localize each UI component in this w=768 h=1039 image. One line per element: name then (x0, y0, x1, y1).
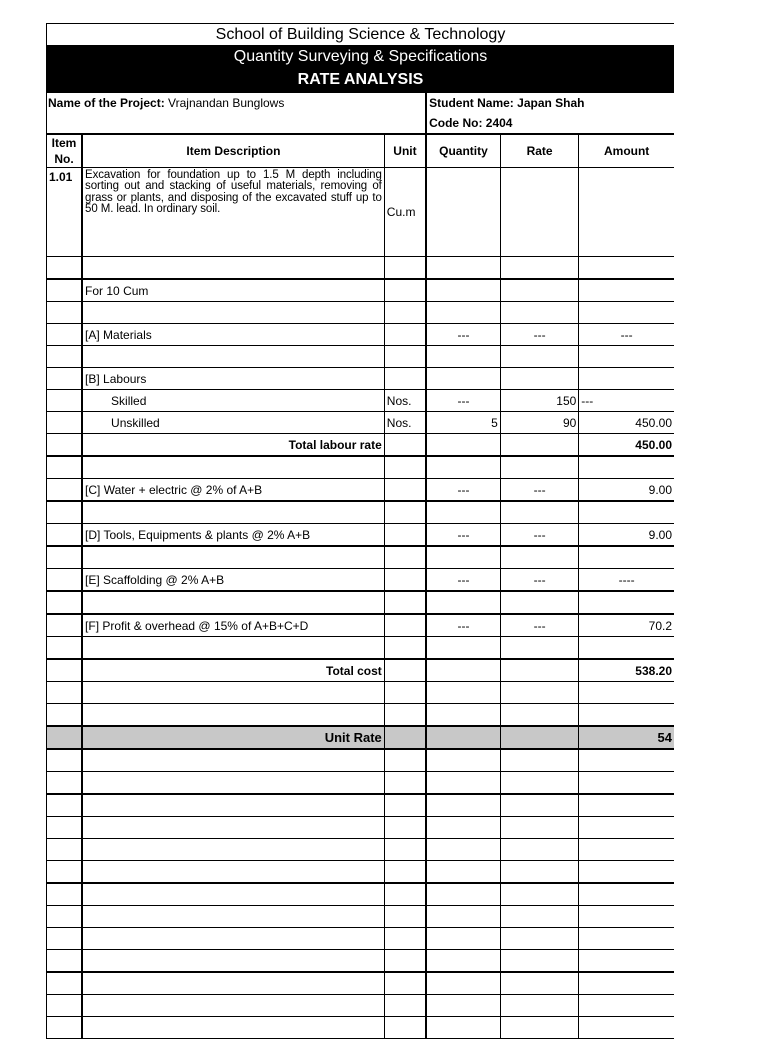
table-row (47, 659, 675, 682)
school-title: School of Building Science & Technology (46, 23, 674, 45)
table-row (47, 972, 675, 995)
col-quantity: Quantity (426, 134, 500, 168)
unskilled-rate: 90 (500, 412, 578, 434)
table-row (47, 906, 675, 928)
table-row (47, 591, 675, 614)
table-row (47, 1017, 675, 1039)
project-name-cell (47, 93, 427, 113)
document-title: RATE ANALYSIS (297, 71, 424, 88)
materials-qty: --- (426, 324, 500, 346)
unskilled-label: Unskilled (82, 412, 384, 434)
for-quantity-label: For 10 Cum (82, 279, 384, 302)
profit-label: [F] Profit & overhead @ 15% of A+B+C+D (82, 614, 384, 637)
item-unit: Cu.m (384, 168, 426, 257)
table-row (47, 302, 675, 324)
item-description: Excavation for foundation up to 1.5 M depth including sorting out and stacking of useful materials, removing of grass or plants, and disposing of the excavated stuff up to 50 M. lead. In ordinary soil. (82, 168, 384, 257)
table-row (47, 368, 675, 390)
skilled-qty: --- (426, 390, 500, 412)
scaffolding-amount: ---- (579, 569, 674, 592)
table-row (47, 817, 675, 839)
table-row (47, 614, 675, 637)
item-number: 1.01 (47, 168, 83, 257)
col-item-no: Item No. (47, 134, 83, 168)
profit-amount: 70.2 (579, 614, 674, 637)
student-name-cell (426, 93, 674, 113)
materials-amount: --- (579, 324, 674, 346)
total-labour-amount: 450.00 (579, 434, 674, 457)
table-row (47, 995, 675, 1017)
rate-table (46, 133, 674, 1039)
blank-info-cell (47, 113, 427, 133)
subject-title: Quantity Surveying & Specifications (233, 48, 488, 65)
project-name: Vrajnandan Bunglows (168, 96, 285, 110)
table-row (47, 928, 675, 950)
table-row (47, 704, 675, 727)
project-label: Name of the Project: (48, 96, 165, 110)
materials-rate: --- (500, 324, 578, 346)
tools-label: [D] Tools, Equipments & plants @ 2% A+B (82, 524, 384, 547)
table-row (47, 412, 675, 434)
table-row (47, 501, 675, 524)
scaffolding-qty: --- (426, 569, 500, 592)
table-row (47, 839, 675, 861)
tools-qty: --- (426, 524, 500, 547)
unskilled-amount: 450.00 (579, 412, 674, 434)
table-row (47, 434, 675, 457)
info-table (46, 93, 674, 133)
code-number: 2404 (485, 116, 513, 130)
table-row (47, 524, 675, 547)
table-row (47, 257, 675, 280)
title-band (46, 45, 674, 93)
table-row (47, 546, 675, 569)
total-labour-label: Total labour rate (82, 434, 384, 457)
skilled-unit: Nos. (384, 390, 426, 412)
unskilled-unit: Nos. (384, 412, 426, 434)
scaffolding-rate: --- (500, 569, 578, 592)
profit-rate: --- (500, 614, 578, 637)
unit-rate-amount: 54 (579, 726, 674, 749)
water-label: [C] Water + electric @ 2% of A+B (82, 479, 384, 502)
total-cost-amount: 538.20 (579, 659, 674, 682)
water-amount: 9.00 (579, 479, 674, 502)
table-row (47, 479, 675, 502)
skilled-amount: --- (579, 390, 674, 412)
water-rate: --- (500, 479, 578, 502)
student-label: Student Name: (429, 96, 514, 110)
table-row (47, 456, 675, 479)
table-row (47, 569, 675, 592)
col-rate: Rate (500, 134, 578, 168)
table-row (47, 772, 675, 795)
table-row (47, 279, 675, 302)
col-unit: Unit (384, 134, 426, 168)
code-cell (426, 113, 674, 133)
table-header (47, 134, 675, 168)
table-row (47, 950, 675, 973)
water-qty: --- (426, 479, 500, 502)
unit-rate-row (47, 726, 675, 749)
table-row (47, 883, 675, 906)
unit-rate-label: Unit Rate (82, 726, 384, 749)
materials-label: [A] Materials (82, 324, 384, 346)
table-row (47, 861, 675, 884)
table-row (47, 749, 675, 772)
student-name: Japan Shah (517, 96, 585, 110)
rate-analysis-sheet (46, 23, 674, 1039)
table-row (47, 324, 675, 346)
tools-rate: --- (500, 524, 578, 547)
table-row (47, 168, 675, 257)
table-row (47, 390, 675, 412)
table-row (47, 346, 675, 368)
col-description: Item Description (82, 134, 384, 168)
total-cost-label: Total cost (82, 659, 384, 682)
scaffolding-label: [E] Scaffolding @ 2% A+B (82, 569, 384, 592)
tools-amount: 9.00 (579, 524, 674, 547)
profit-qty: --- (426, 614, 500, 637)
skilled-label: Skilled (82, 390, 384, 412)
labours-label: [B] Labours (82, 368, 384, 390)
code-label: Code No: (429, 116, 483, 130)
table-row (47, 682, 675, 704)
skilled-rate: 150 (500, 390, 578, 412)
table-row (47, 794, 675, 817)
col-amount: Amount (579, 134, 674, 168)
table-row (47, 637, 675, 660)
unskilled-qty: 5 (426, 412, 500, 434)
